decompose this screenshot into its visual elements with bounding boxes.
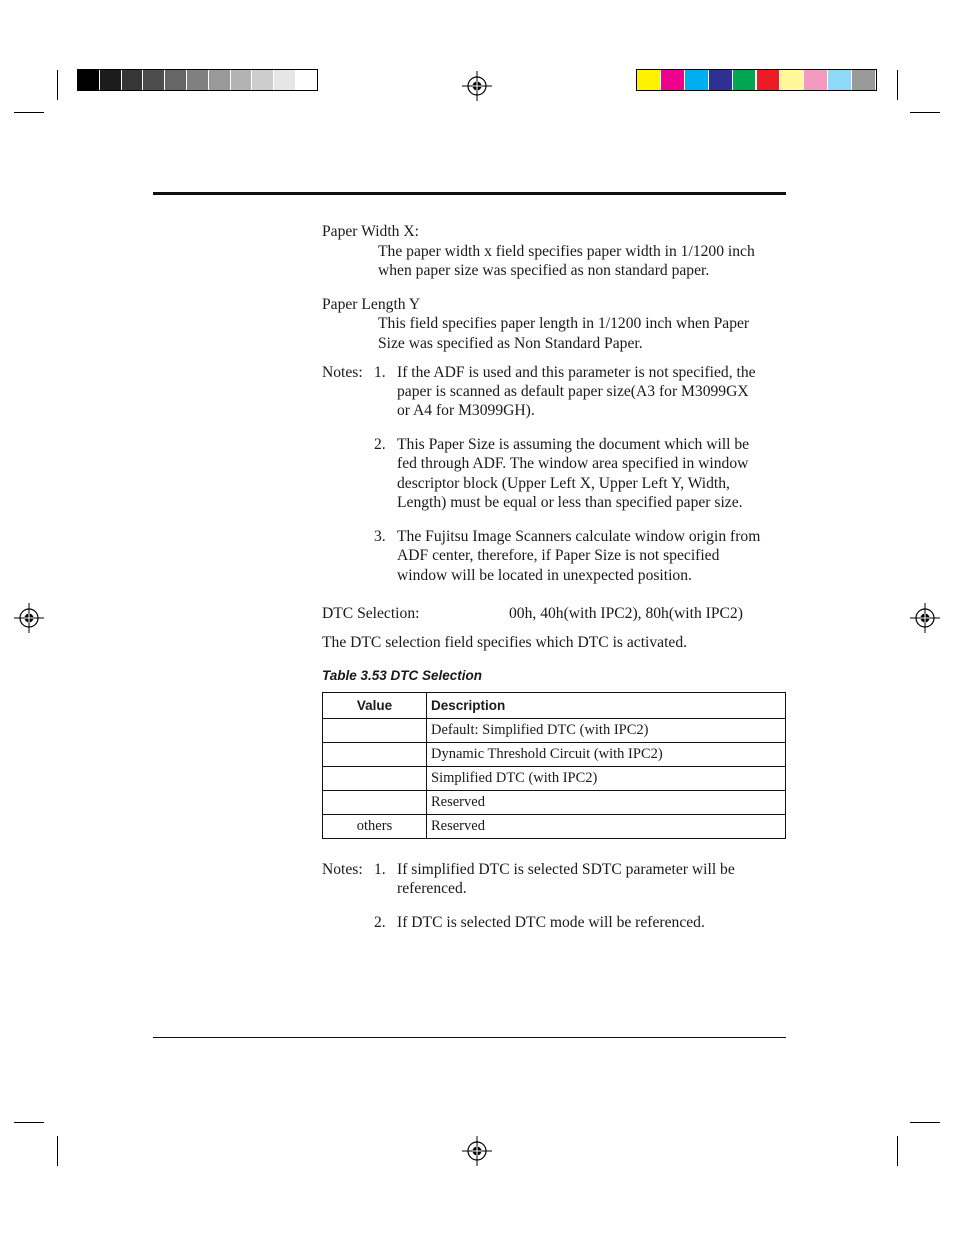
crop-mark bbox=[910, 112, 940, 113]
crop-mark bbox=[57, 70, 58, 100]
color-swatch bbox=[637, 70, 660, 90]
paper-width-desc-line: when paper size was specified as non standard paper. bbox=[378, 262, 710, 279]
crop-mark bbox=[910, 1122, 940, 1123]
table-row bbox=[323, 791, 786, 815]
color-swatch bbox=[804, 70, 827, 90]
color-swatch bbox=[828, 70, 851, 90]
registration-mark-icon bbox=[462, 71, 492, 101]
color-swatch bbox=[733, 70, 756, 90]
description-cell: Default: Simplified DTC (with IPC2) bbox=[427, 719, 786, 743]
crop-mark bbox=[57, 1136, 58, 1166]
grayscale-bar bbox=[77, 69, 318, 91]
color-bar bbox=[636, 69, 877, 91]
registration-mark-icon bbox=[462, 1136, 492, 1166]
color-swatch bbox=[661, 70, 684, 90]
notes-label: Notes: bbox=[322, 861, 363, 878]
paper-length-label: Paper Length Y bbox=[322, 296, 421, 313]
column-header-value: Value bbox=[323, 693, 427, 719]
note-line: The Fujitsu Image Scanners calculate window origin from bbox=[397, 528, 761, 545]
note-number: 1. bbox=[374, 364, 386, 381]
color-swatch bbox=[231, 70, 252, 90]
paper-length-desc-line: Size was specified as Non Standard Paper. bbox=[378, 335, 643, 352]
value-cell: others bbox=[323, 815, 427, 839]
crop-mark bbox=[14, 1122, 44, 1123]
paper-width-desc-line: The paper width x field specifies paper width in 1/1200 inch bbox=[378, 243, 755, 260]
paper-width-label: Paper Width X: bbox=[322, 223, 419, 240]
note-number: 1. bbox=[374, 861, 386, 878]
note-number: 2. bbox=[374, 436, 386, 453]
color-swatch bbox=[274, 70, 295, 90]
value-cell bbox=[323, 791, 427, 815]
color-swatch bbox=[187, 70, 208, 90]
note-line: If DTC is selected DTC mode will be referenced. bbox=[397, 914, 705, 931]
header-rule bbox=[153, 192, 786, 195]
note-number: 2. bbox=[374, 914, 386, 931]
note-line: If the ADF is used and this parameter is not specified, the bbox=[397, 364, 756, 381]
color-swatch bbox=[100, 70, 121, 90]
dtc-selection-table bbox=[322, 692, 786, 839]
table-caption: Table 3.53 DTC Selection bbox=[322, 668, 483, 683]
value-cell bbox=[323, 743, 427, 767]
note-line: or A4 for M3099GH). bbox=[397, 402, 535, 419]
crop-mark bbox=[897, 1136, 898, 1166]
table-row bbox=[323, 719, 786, 743]
color-swatch bbox=[209, 70, 230, 90]
registration-mark-icon bbox=[14, 603, 44, 633]
description-cell: Reserved bbox=[427, 791, 786, 815]
table-row bbox=[323, 815, 786, 839]
color-swatch bbox=[685, 70, 708, 90]
value-cell bbox=[323, 719, 427, 743]
table-row bbox=[323, 743, 786, 767]
note-line: If simplified DTC is selected SDTC parameter will be bbox=[397, 861, 735, 878]
color-swatch bbox=[165, 70, 186, 90]
color-swatch bbox=[757, 70, 780, 90]
description-cell: Simplified DTC (with IPC2) bbox=[427, 767, 786, 791]
color-swatch bbox=[122, 70, 143, 90]
notes-label: Notes: bbox=[322, 364, 363, 381]
dtc-selection-label: DTC Selection: bbox=[322, 605, 420, 622]
note-line: This Paper Size is assuming the document which will be bbox=[397, 436, 750, 453]
description-cell: Reserved bbox=[427, 815, 786, 839]
color-swatch bbox=[296, 70, 317, 90]
crop-mark bbox=[897, 70, 898, 100]
value-cell bbox=[323, 767, 427, 791]
color-swatch bbox=[780, 70, 803, 90]
note-line: descriptor block (Upper Left X, Upper Left Y, Width, bbox=[397, 475, 730, 492]
note-line: fed through ADF. The window area specified in window bbox=[397, 455, 749, 472]
note-line: referenced. bbox=[397, 880, 467, 897]
note-line: Length) must be equal or less than specified paper size. bbox=[397, 494, 743, 511]
note-line: window will be located in unexpected position. bbox=[397, 567, 692, 584]
note-line: paper is scanned as default paper size(A3 for M3099GX bbox=[397, 383, 749, 400]
color-swatch bbox=[252, 70, 273, 90]
note-number: 3. bbox=[374, 528, 386, 545]
color-swatch bbox=[709, 70, 732, 90]
registration-mark-icon bbox=[910, 603, 940, 633]
description-cell: Dynamic Threshold Circuit (with IPC2) bbox=[427, 743, 786, 767]
dtc-selection-values: 00h, 40h(with IPC2), 80h(with IPC2) bbox=[509, 605, 743, 622]
color-swatch bbox=[143, 70, 164, 90]
color-swatch bbox=[78, 70, 99, 90]
column-header-description: Description bbox=[427, 693, 786, 719]
color-swatch bbox=[852, 70, 875, 90]
dtc-selection-description: The DTC selection field specifies which DTC is activated. bbox=[322, 634, 688, 651]
note-line: ADF center, therefore, if Paper Size is not specified bbox=[397, 547, 720, 564]
paper-length-desc-line: This field specifies paper length in 1/1200 inch when Paper bbox=[378, 315, 750, 332]
table-header-row bbox=[323, 693, 786, 719]
crop-mark bbox=[14, 112, 44, 113]
table-row bbox=[323, 767, 786, 791]
footer-rule bbox=[153, 1037, 786, 1038]
